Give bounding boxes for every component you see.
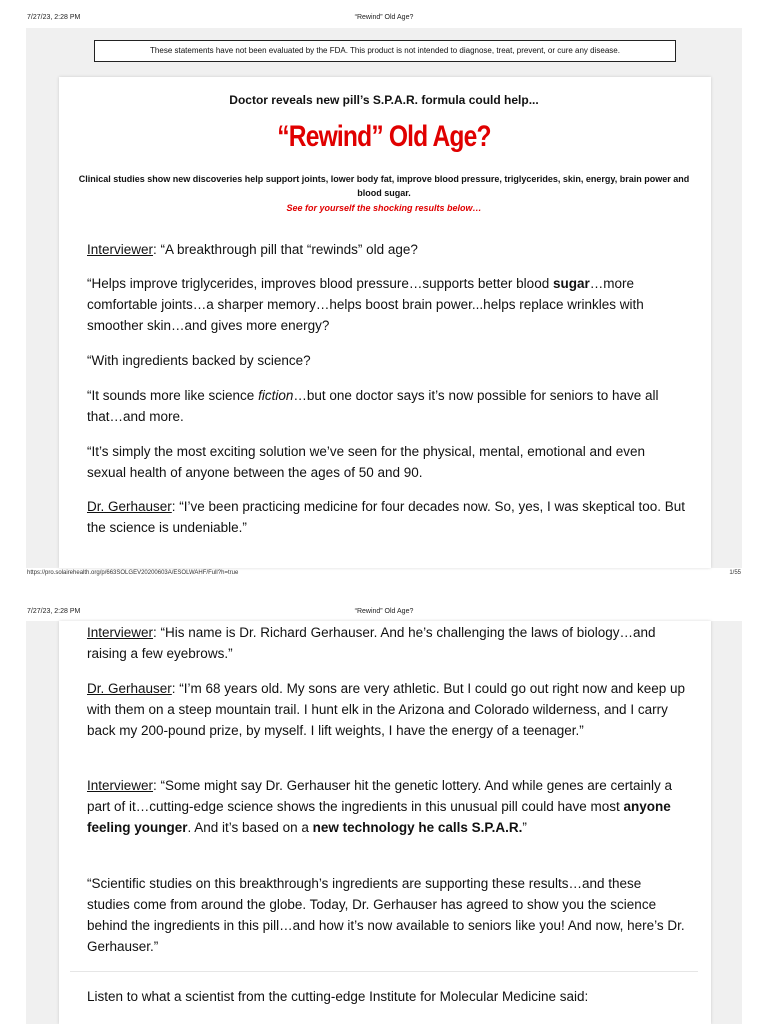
- paragraph-text: “Scientific studies on this breakthrough’s ingredients are supporting these results…and these studies come from around the globe. Today, Dr. Gerhauser has agreed to show you the science behind the ingredients in this pill…and how it’s now available to seniors like you! And now, here’s Dr. Gerhauser.”: [87, 876, 685, 954]
- subheadline: Clinical studies show new discoveries help support joints, lower body fat, improve blood pressure, triglycerides, skin, energy, brain power and blood sugar.: [78, 174, 690, 198]
- paragraph-text: : “I’ve been practicing medicine for four decades now. So, yes, I was skeptical too. But the science is undeniable.”: [87, 499, 686, 535]
- print-doc-title: “Rewind” Old Age?: [354, 608, 414, 615]
- paragraph-text: “It sounds more like science: [87, 388, 259, 403]
- paragraph: [87, 350, 687, 371]
- speaker-label: Interviewer: [87, 778, 154, 793]
- bold-text: new technology he calls S.P.A.R.: [312, 820, 523, 835]
- paragraph-text: : “Some might say Dr. Gerhauser hit the genetic lottery. And while genes are certainly a part of it…cutting-edge science shows the ingredients in this unusual pill could have most: [87, 778, 673, 814]
- print-url: https://pro.solairehealth.org/p/663SOLGEV20200603A/ESOLWAHF/Full?h=true: [27, 570, 239, 576]
- subheadline-red: See for yourself the shocking results below…: [286, 203, 482, 213]
- paragraph-text: …but one doctor says it’s now possible for seniors to have all that…and more.: [87, 388, 659, 424]
- print-header-1: [0, 0, 768, 20]
- paragraph: [87, 678, 687, 741]
- paragraph-text: . And it’s based on a: [187, 820, 313, 835]
- italic-text: fiction: [258, 388, 294, 403]
- paragraph: [87, 873, 687, 957]
- headline: Doctor reveals new pill’s S.P.A.R. formula could help...: [229, 93, 539, 107]
- print-doc-title: “Rewind” Old Age?: [354, 14, 414, 21]
- paragraph: [87, 496, 687, 538]
- print-page-number: 1/55: [729, 570, 741, 576]
- paragraph: [87, 441, 687, 483]
- paragraph: [87, 986, 687, 1007]
- paragraph: [87, 385, 687, 427]
- speaker-label: Interviewer: [87, 242, 154, 257]
- paragraph-text: Listen to what a scientist from the cutting-edge Institute for Molecular Medicine said:: [87, 989, 589, 1004]
- paragraph: [87, 775, 687, 838]
- page-title: “Rewind” Old Age?: [277, 120, 491, 153]
- paragraph-text: “It’s simply the most exciting solution we’ve seen for the physical, mental, emotional and even sexual health of anyone between the ages of 50 and 90.: [87, 444, 646, 480]
- print-date: 7/27/23, 2:28 PM: [27, 14, 81, 21]
- speaker-label: Dr. Gerhauser: [87, 499, 172, 514]
- paragraph-text: “With ingredients backed by science?: [87, 353, 311, 368]
- paragraph-text: ”: [522, 820, 527, 835]
- print-date: 7/27/23, 2:28 PM: [27, 608, 81, 615]
- section-divider: [70, 971, 698, 972]
- speaker-label: Interviewer: [87, 625, 154, 640]
- paragraph-text: : “I’m 68 years old. My sons are very athletic. But I could go out right now and keep up with them on a steep mountain trail. I hunt elk in the Arizona and Colorado wilderness, and I carry back my 200-pound prize, by myself. I lift weights, I have the energy of a teenager.”: [87, 681, 686, 738]
- paragraph-text: : “His name is Dr. Richard Gerhauser. And he’s challenging the laws of biology…and raising a few eyebrows.”: [87, 625, 656, 661]
- paragraph-text: …more comfortable joints…a sharper memory…helps boost brain power...helps replace wrinkles with smoother skin…and gives more energy?: [87, 276, 644, 333]
- print-header-2: [0, 594, 768, 614]
- bold-text: sugar: [552, 276, 590, 291]
- bold-text: anyone feeling younger: [87, 799, 671, 835]
- fda-disclaimer: These statements have not been evaluated by the FDA. This product is not intended to diagnose, treat, prevent, or cure any disease.: [94, 40, 676, 62]
- paragraph: [87, 273, 687, 336]
- paragraph-text: “Helps improve triglycerides, improves blood pressure…supports better blood: [87, 276, 553, 291]
- paragraph: [87, 622, 687, 664]
- speaker-label: Dr. Gerhauser: [87, 681, 172, 696]
- paragraph-text: : “A breakthrough pill that “rewinds” old age?: [153, 242, 418, 257]
- paragraph: [87, 239, 687, 260]
